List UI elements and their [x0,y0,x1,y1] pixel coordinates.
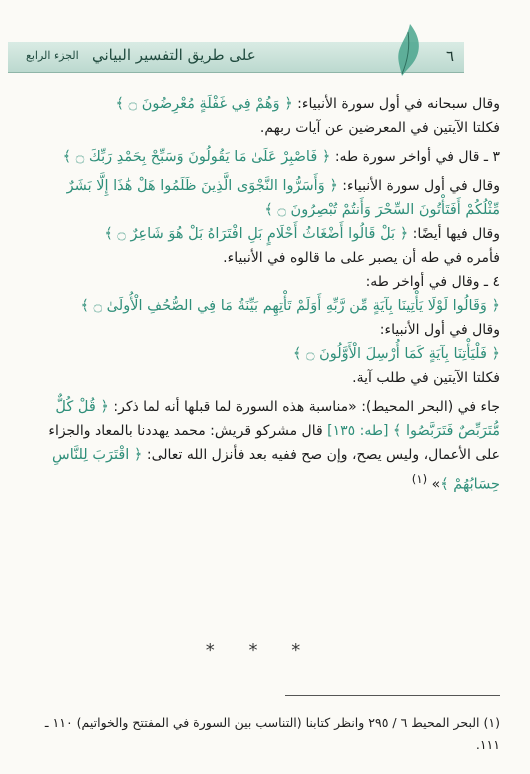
quote-paragraph: جاء في (البحر المحيط): «مناسبة هذه السورة لما قبلها أنه لما ذكر: ﴿ قُلْ كُلٌّ مُّتَرَبِّصٌ فَتَرَبَّصُوا ﴾ [طه: ١٣٥] قال مشركو قريش: محمد يهددنا بالمعاد والجزاء على الأعمال، وليس يصح، وإن صح ففيه بعد فأنزل الله تعالى: ﴿ اقْتَرَبَ لِلنَّاسِ حِسَابُهُمْ ﴾» $^{(١)}$ [48,399,500,493]
footnote [36,712,500,756]
quran-verse: ﴿ وَقَالُوا لَوْلَا يَأْتِينَا بِآيَةٍ مِّن رَّبِّهِ أَوَلَمْ تَأْتِهِم بَيِّنَةُ مَا فِي الصُّحُفِ الْأُولَىٰ ۝ ﴾ [80,298,500,314]
quran-verse: ﴿ فَلْيَأْتِنَا بِآيَةٍ كَمَا أُرْسِلَ الْأَوَّلُونَ ۝ ﴾ [292,346,500,362]
footnote-marker: (١) [411,472,428,486]
paragraph: وقال سبحانه في أول سورة الأنبياء: ﴿ وَهُمْ فِي غَفْلَةٍ مُعْرِضُونَ ۝ ﴾ [115,96,500,112]
paragraph: ٤ ـ وقال في أواخر طه: [365,274,500,290]
page-body [36,92,500,497]
paragraph: فأمره في طه أن يصبر على ما قالوه في الأنبياء. [223,250,500,266]
quran-verse: ﴿ اقْتَرَبَ لِلنَّاسِ حِسَابُهُمْ ﴾ [52,447,500,493]
section-separator: * * * [205,640,315,661]
quran-verse: ﴿ وَأَسَرُّوا النَّجْوَى الَّذِينَ ظَلَمُوا هَلْ هَٰذَا إِلَّا بَشَرٌ مِّثْلُكُمْ أَفَتَأْتُونَ السِّحْرَ وَأَنتُمْ تُبْصِرُونَ ۝ ﴾ [66,178,500,218]
footnote-divider [285,695,500,696]
book-title: على طريق التفسير البياني [92,46,256,64]
leaf-ornament-icon [388,22,428,78]
paragraph: وقال في أول سورة الأنبياء: ﴿ وَأَسَرُّوا النَّجْوَى الَّذِينَ ظَلَمُوا هَلْ هَٰذَا إِلَّا بَشَرٌ مِّثْلُكُمْ أَفَتَأْتُونَ السِّحْرَ وَأَنتُمْ تُبْصِرُونَ ۝ ﴾ [66,178,500,218]
footnote-number: (١) [483,715,500,730]
verse-reference: [طه: ١٣٥] [327,423,389,439]
quran-verse: ﴿ قُلْ كُلٌّ مُّتَرَبِّصٌ فَتَرَبَّصُوا ﴾ [55,399,500,439]
paragraph [36,294,500,318]
volume-label: الجزء الرابع [26,49,79,62]
quran-verse: ﴿ وَهُمْ فِي غَفْلَةٍ مُعْرِضُونَ ۝ ﴾ [115,96,293,112]
page-number: ٦ [446,47,455,65]
paragraph: ٣ ـ قال في أواخر سورة طه: ﴿ فَاصْبِرْ عَلَىٰ مَا يَقُولُونَ وَسَبِّحْ بِحَمْدِ رَبِّكَ ۝ ﴾ [62,149,500,165]
quran-verse: ﴿ بَلْ قَالُوا أَضْغَاثُ أَحْلَامٍ بَلِ افْتَرَاهُ بَلْ هُوَ شَاعِرٌ ۝ ﴾ [104,226,409,242]
paragraph: وقال فيها أيضًا: ﴿ بَلْ قَالُوا أَضْغَاثُ أَحْلَامٍ بَلِ افْتَرَاهُ بَلْ هُوَ شَاعِرٌ ۝ ﴾ [104,226,500,242]
paragraph: وقال في أول الأنبياء: [379,322,500,338]
paragraph [36,342,500,366]
paragraph: فكلتا الآيتين في المعرضين عن آيات ربهم. [259,120,500,136]
paragraph: فكلتا الآيتين في طلب آية. [352,370,500,386]
footnote-text: البحر المحيط ٦ / ٢٩٥ وانظر كتابنا (التناسب بين السورة في المفتتح والخواتيم) ١١٠ ـ ١١١. [44,715,500,752]
quran-verse: ﴿ فَاصْبِرْ عَلَىٰ مَا يَقُولُونَ وَسَبِّحْ بِحَمْدِ رَبِّكَ ۝ ﴾ [62,149,331,165]
